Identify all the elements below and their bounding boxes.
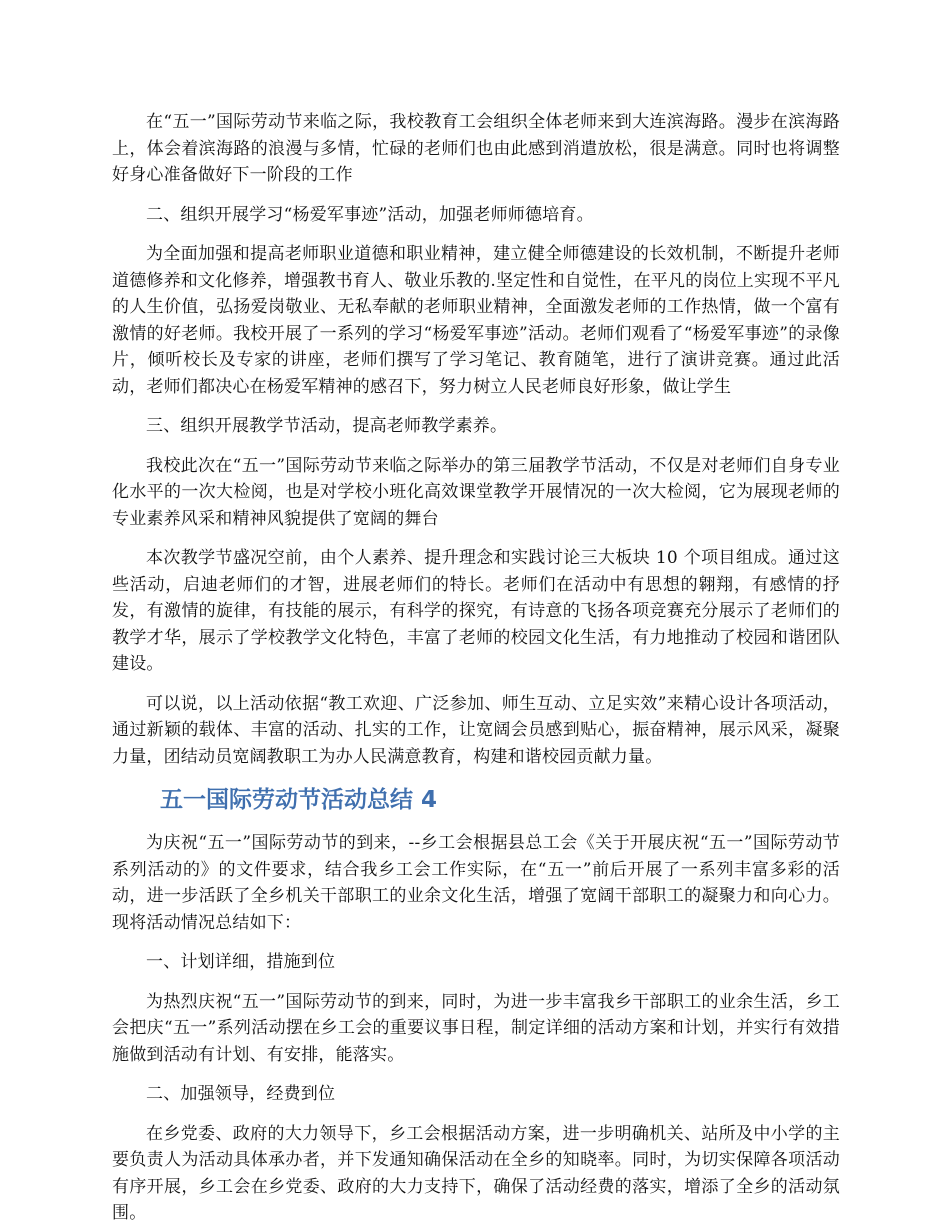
paragraph-teaching-festival: 我校此次在“五一”国际劳动节来临之际举办的第三届教学节活动，不仅是对老师们自身专业化水平的一次大检阅，也是对学校小班化高效课堂教学开展情况的一次大检阅，它为展现老师的专业素养风采和精神风貌提供了宽阔的舞台 bbox=[112, 455, 840, 529]
paragraph-teacher-ethics: 为全面加强和提高老师职业道德和职业精神，建立健全师德建设的长效机制，不断提升老师道德修养和文化修养，增强教书育人、敬业乐教的.坚定性和自觉性，在平凡的岗位上实现不平凡的人生价值，弘扬爱岗敬业、无私奉献的老师职业精神，全面激发老师的工作热情，做一个富有激情的好老师。我校开展了一系列的学习“杨爱军事迹”活动。老师们观看了“杨爱军事迹”的录像片，倾听校长及专家的讲座，老师们撰写了学习笔记、教育随笔，进行了演讲竞赛。通过此活动，老师们都决心在杨爱军精神的感召下，努力树立人民老师良好形象，做让学生 bbox=[112, 244, 841, 397]
paragraph-leadership: 在乡党委、政府的大力领导下，乡工会根据活动方案，进一步明确机关、站所及中小学的主要负责人为活动具体承办者，并下发通知确保活动在全乡的知晓率。同时，为切实保障各项活动有序开展，乡工会在乡党委、政府的大力支持下，确保了活动经费的落实，增添了全乡的活动氛围。 bbox=[112, 1123, 840, 1223]
section-subheading-leadership: 二、加强领导，经费到位 bbox=[146, 1084, 336, 1104]
paragraph-tour-binhai: 在“五一”国际劳动节来临之际，我校教育工会组织全体老师来到大连滨海路。漫步在滨海路上，体会着滨海路的浪漫与多情，忙碌的老师们也由此感到消遣放松，很是满意。同时也将调整好身心准备做好下一阶段的工作 bbox=[112, 112, 840, 185]
section-subheading-yang-aijun: 二、组织开展学习“杨爱军事迹”活动，加强老师师德培育。 bbox=[146, 204, 594, 225]
section-subheading-plan: 一、计划详细，措施到位 bbox=[146, 952, 336, 972]
paragraph-conclusion: 可以说，以上活动依据“教工欢迎、广泛参加、师生互动、立足实效”来精心设计各项活动，通过新颖的载体、丰富的活动、扎实的工作，让宽阔会员感到贴心，振奋精神，展示风采，凝聚力量，团结动员宽阔教职工为办人民满意教育，构建和谐校园贡献力量。 bbox=[112, 693, 840, 767]
paragraph-festival-details: 本次教学节盛况空前，由个人素养、提升理念和实践讨论三大板块 10 个项目组成。通过这些活动，启迪老师们的才智，进展老师们的特长。老师们在活动中有思想的翱翔，有感情的抒发，有激情的旋律，有技能的展示，有科学的探究，有诗意的飞扬各项竞赛充分展示了老师们的教学才华，展示了学校教学文化特色，丰富了老师的校园文化生活，有力地推动了校园和谐团队建设。 bbox=[112, 548, 840, 674]
paragraph-plan: 为热烈庆祝“五一”国际劳动节的到来，同时，为进一步丰富我乡干部职工的业余生活，乡工会把庆“五一”系列活动摆在乡工会的重要议事日程，制定详细的活动方案和计划，并实行有效措施做到活动有计划、有安排，能落实。 bbox=[112, 991, 840, 1065]
section-heading: 五一国际劳动节活动总结 4 bbox=[160, 787, 438, 813]
document-page bbox=[112, 109, 840, 1227]
paragraph-intro: 为庆祝“五一”国际劳动节的到来，--乡工会根据县总工会《关于开展庆祝“五一”国际劳动节系列活动的》的文件要求，结合我乡工会工作实际，在“五一”前后开展了一系列丰富多彩的活动，进一步活跃了全乡机关干部职工的业余文化生活，增强了宽阔干部职工的凝聚力和向心力。现将活动情况总结如下： bbox=[112, 833, 840, 933]
section-subheading-teaching-festival: 三、组织开展教学节活动，提高老师教学素养。 bbox=[146, 416, 508, 436]
